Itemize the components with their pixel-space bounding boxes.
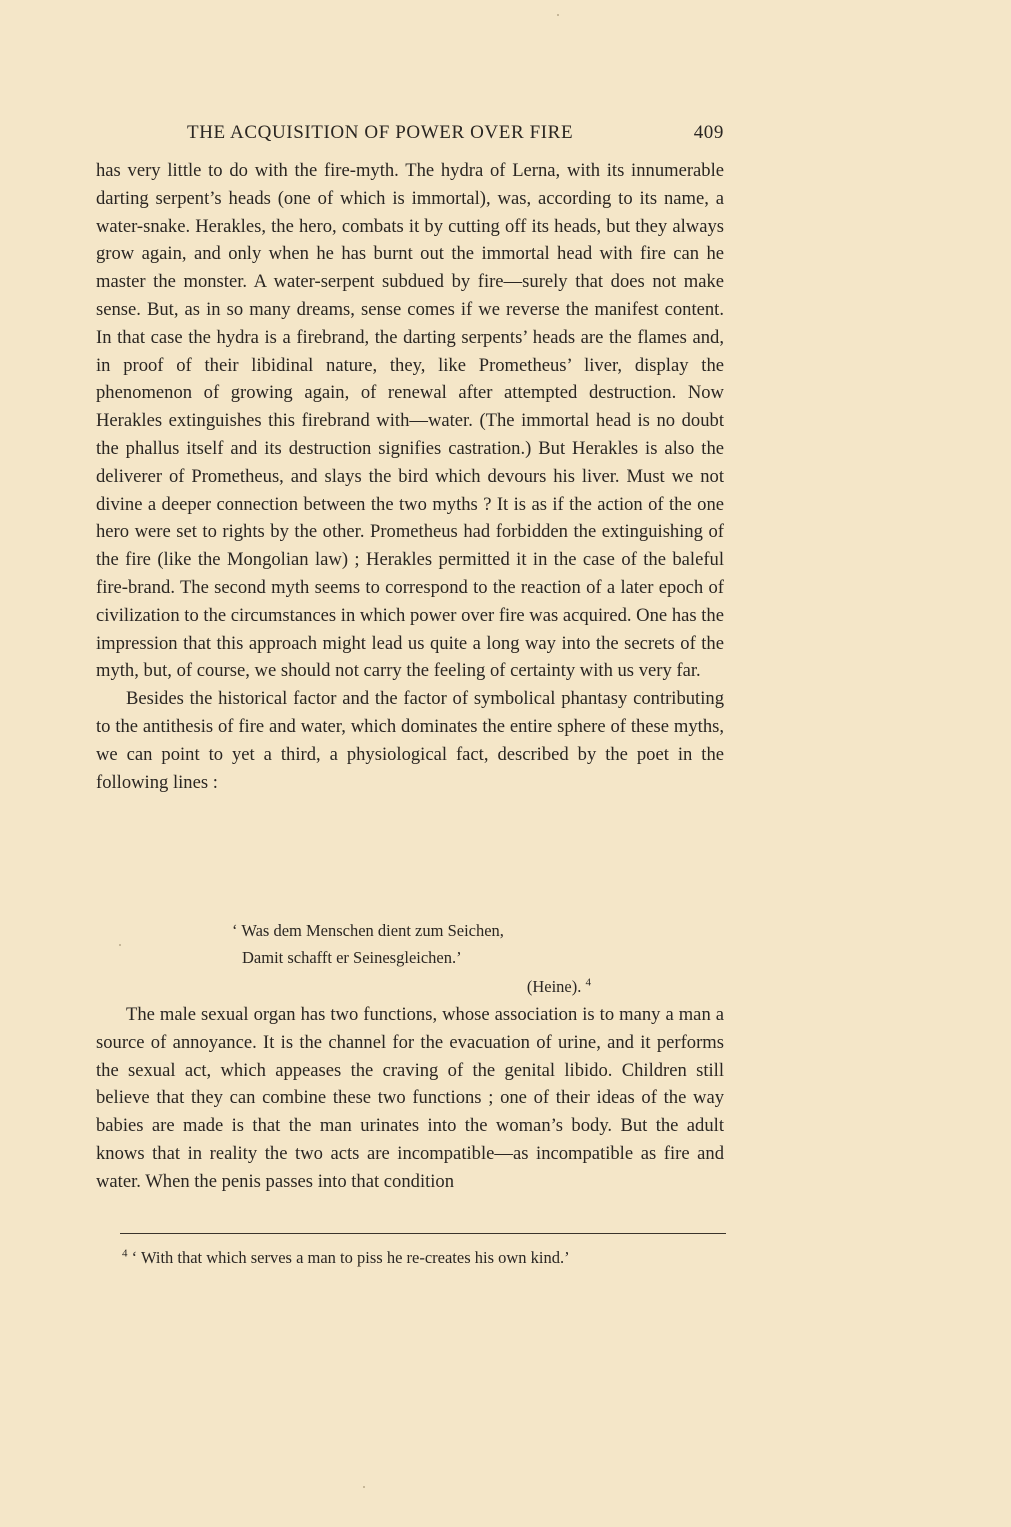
page-number: 409: [693, 122, 724, 143]
verse-line: ‘ Was dem Menschen dient zum Seichen,: [232, 921, 504, 940]
paragraph: Besides the historical factor and the factor of symbolical phantasy contributing to the antithesis of fire and water, which dominates the entire sphere of these myths, we can point to yet a third, a physiological fact, described by the poet in the following lines :: [96, 688, 724, 793]
paper-speck: [557, 14, 559, 16]
footnote-reference[interactable]: 4: [585, 976, 591, 989]
paragraph-continued: has very little to do with the fire-myth. The hydra of Lerna, with its innumerable darting serpent’s heads (one of which is immortal), was, according to its name, a water-snake. Herakles, the hero, combats it by cutting off its heads, but they always grow again, and only when he has burnt out the immortal head with fire can he master the monster. A water-serpent subdued by fire—surely that does not make sense. But, as in so many dreams, sense comes if we reverse the manifest content. In that case the hydra is a firebrand, the darting serpents’ heads are the flames and, in proof of their libidinal nature, they, like Prometheus’ liver, display the phenomenon of growing again, of renewal after attempted destruction. Now Herakles extinguishes this firebrand with—water. (The immortal head is no doubt the phallus itself and its destruction signifies castration.) But Herakles is also the deliverer of Prometheus, and slays the bird which devours his liver. Must we not divine a deeper connection between the two myths ? It is as if the action of the one hero were set to rights by the other. Prometheus had forbidden the extinguishing of the fire (like the Mongolian law) ; Herakles permitted it in the case of the baleful fire-brand. The second myth seems to correspond to the reaction of a later epoch of civilization to the circumstances in which power over fire was acquired. One has the impression that this approach might lead us quite a long way into the secrets of the myth, but, of course, we should not carry the feeling of certainty with us very far.: [96, 160, 724, 682]
main-text-continued: [96, 1001, 724, 1196]
verse-quotation: [232, 917, 592, 1000]
footnote-text: ‘ With that which serves a man to piss he re-creates his own kind.’: [131, 1248, 570, 1267]
main-text: [96, 157, 724, 796]
running-head: [96, 122, 724, 148]
footnote-marker: 4: [122, 1247, 128, 1260]
attribution-text: (Heine).: [526, 977, 582, 996]
footnote: [122, 1247, 722, 1269]
paragraph: The male sexual organ has two functions, whose association is to many a man a source of annoyance. It is the channel for the evacuation of urine, and it performs the sexual act, which appeases the craving of the genital libido. Children still believe that they can combine these two functions ; one of their ideas of the way babies are made is that the man urinates into the woman’s body. But the adult knows that in reality the two acts are incompatible—as incompatible as fire and water. When the penis passes into that condition: [96, 1004, 724, 1192]
running-title: THE ACQUISITION OF POWER OVER FIRE: [187, 122, 574, 143]
paper-speck: [363, 1486, 365, 1488]
verse-attribution: [232, 973, 592, 1000]
paper-speck: [119, 944, 121, 946]
verse-line: Damit schafft er Seinesgleichen.’: [242, 948, 462, 967]
footnote-divider: [120, 1233, 726, 1234]
